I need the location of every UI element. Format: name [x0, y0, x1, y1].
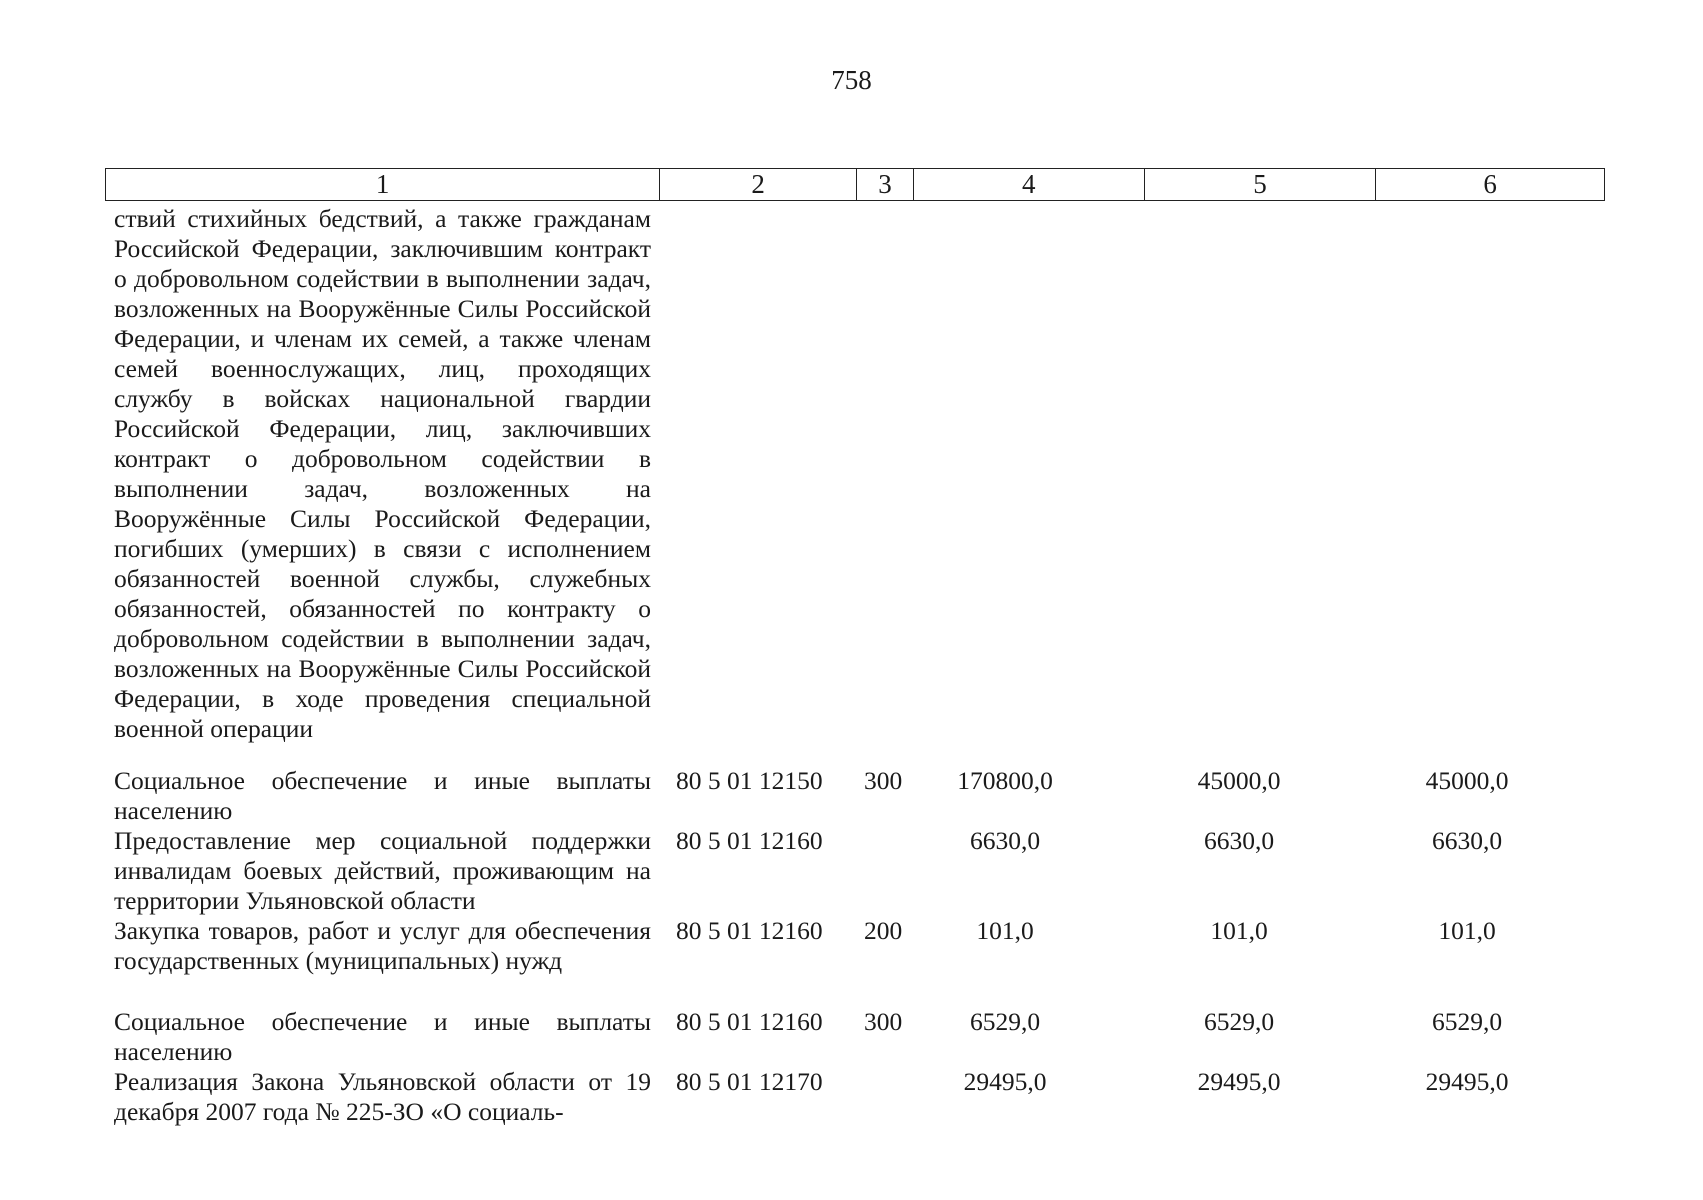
row-value-4: 29495,0 — [963, 1067, 1047, 1096]
row-value-5: 6630,0 — [1203, 826, 1275, 855]
row-code: 80 5 01 12160 — [676, 1007, 823, 1036]
column-header-4: 4 — [914, 169, 1145, 200]
row-value-6: 6529,0 — [1431, 1007, 1503, 1036]
row-type: 300 — [864, 766, 903, 795]
row-code: 80 5 01 12160 — [676, 826, 823, 855]
row-value-4: 170800,0 — [957, 766, 1053, 795]
row-type: 200 — [864, 916, 903, 945]
row-value-5: 45000,0 — [1197, 766, 1281, 795]
row-type: 300 — [864, 1007, 903, 1036]
row-name: Реализация Закона Ульяновской области от 19 декабря 2007 года № 225-ЗО «О социаль- — [114, 1067, 651, 1126]
column-header-1: 1 — [106, 169, 660, 200]
row-value-4: 6529,0 — [969, 1007, 1041, 1036]
row-name: Социальное обеспечение и иные выплаты населению — [114, 1007, 651, 1066]
table-header-row — [105, 168, 1605, 201]
row-name: Предоставление мер социальной поддержки инвалидам боевых действий, проживающим на территории Ульяновской области — [114, 826, 651, 915]
column-header-6: 6 — [1483, 169, 1497, 199]
continued-description: ствий стихийных бедствий, а также гражданам Российской Федерации, заключившим контракт о добровольном содействии в выполнении задач, возложенных на Вооружённые Силы Российской Федерации, и членам их семей, а также членам семей военнослужащих, лиц, проходящих службу в войсках национальной гвардии Российской Федерации, лиц, заключивших контракт о добровольном содействии в выполнении задач, возложенных на Вооружённые Силы Российской Федерации, погибших (умерших) в связи с исполнением обязанностей военной службы, служебных обязанностей, обязанностей по контракту о добровольном содействии в выполнении задач, возложенных на Вооружённые Силы Российской Федерации, в ходе проведения специальной военной операции — [114, 204, 651, 743]
column-header-5: 5 — [1145, 169, 1377, 200]
row-name: Закупка товаров, работ и услуг для обеспечения государственных (муниципальных) нужд — [114, 916, 651, 975]
row-value-6: 6630,0 — [1431, 826, 1503, 855]
row-value-6: 45000,0 — [1425, 766, 1509, 795]
column-header-3: 3 — [857, 169, 914, 200]
row-value-6: 29495,0 — [1425, 1067, 1509, 1096]
page-number: 758 — [831, 65, 872, 95]
row-value-4: 6630,0 — [969, 826, 1041, 855]
row-value-5: 29495,0 — [1197, 1067, 1281, 1096]
row-code: 80 5 01 12170 — [676, 1067, 823, 1096]
row-value-5: 101,0 — [1210, 916, 1268, 945]
column-header-2: 2 — [660, 169, 857, 200]
row-code: 80 5 01 12160 — [676, 916, 823, 945]
row-value-4: 101,0 — [976, 916, 1034, 945]
row-name: Социальное обеспечение и иные выплаты населению — [114, 766, 651, 825]
row-value-5: 6529,0 — [1203, 1007, 1275, 1036]
row-code: 80 5 01 12150 — [676, 766, 823, 795]
row-value-6: 101,0 — [1438, 916, 1496, 945]
